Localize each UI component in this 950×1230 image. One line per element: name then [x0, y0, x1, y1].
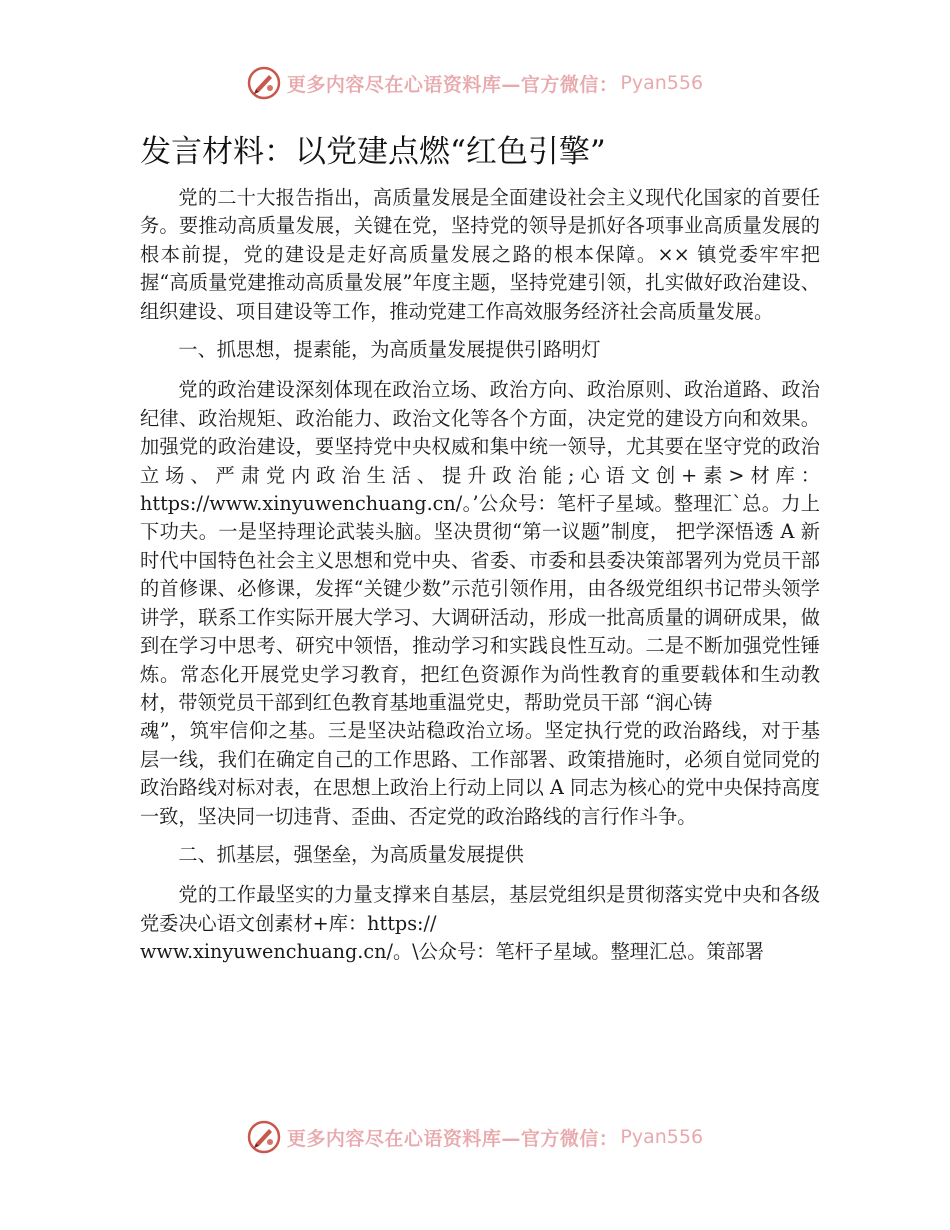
section-heading-2: 二、抓基层，强堡垒，为高质量发展提供 — [178, 842, 524, 866]
paragraph-section-2-cont: www.xinyuwenchuang.cn/。\公众号：笔杆子星域。整理汇总。策部署 — [140, 940, 764, 964]
hand-pen-logo-icon — [247, 66, 281, 100]
document-body — [140, 184, 820, 977]
section-heading-1: 一、抓思想，提素能，为高质量发展提供引路明灯 — [178, 338, 601, 362]
paragraph-intro: 党的二十大报告指出，高质量发展是全面建设社会主义现代化国家的首要任务。要推动高质量发展，关键在党，坚持党的领导是抓好各项事业高质量发展的根本前提，党的建设是走好高质量发展之路的根本保障。×× 镇党委牢牢把握“高质量党建推动高质量发展”年度主题，坚持党建引领，扎实做好政治建设、组织建设、项目建设等工作，推动党建工作高效服务经济社会高质量发展。 — [140, 186, 820, 323]
document-title: 发言材料：以党建点燃“红色引擎” — [140, 134, 606, 170]
header-watermark — [0, 66, 950, 100]
paragraph-section-1: 党的政治建设深刻体现在政治立场、政治方向、政治原则、政治道路、政治纪律、政治规矩、政治能力、政治文化等各个方面，决定党的建设方向和效果。加强党的政治建设，要坚持党中央权威和集中统一领导，尤其要在坚守党的政治立场、严肃党内政治生活、提升政治能;心语文创+素>材库：https://www.xinyuwenchuang.cn/。’公众号：笔杆子星域。整理汇`总。力上下功夫。一是坚持理论武装头脑。坚决贯彻“第一议题”制度， 把学深悟透 A 新时代中国特色社会主义思想和党中央、省委、市委和县委决策部署列为党员干部的首修课、必修课，发挥“关键少数”示范引领作用，由各级党组织书记带头领学讲学，联系工作实际开展大学习、大调研活动，形成一批高质量的调研成果，做到在学习中思考、研究中领悟，推动学习和实践良性互动。二是不断加强党性锤炼。常态化开展党史学习教育，把红色资源作为尚性教育的重要载体和生动教材，带领党员干部到红色教育基地重温党史，帮助党员干部 “润心铸 — [140, 378, 820, 714]
footer-watermark — [0, 1120, 950, 1154]
watermark-wechat-id: Pyan556 — [620, 1126, 704, 1148]
paragraph-section-1-cont: 魂”，筑牢信仰之基。三是坚决站稳政治立场。坚定执行党的政治路线，对于基层一线，我们在确定自己的工作思路、工作部署、政策措施时，必须自觉同党的政治路线对标对表，在思想上政治上行动上同以 A 同志为核心的党中央保持高度一致，坚决同一切违背、歪曲、否定党的政治路线的言行作斗争。 — [140, 719, 820, 828]
watermark-wechat-id: Pyan556 — [620, 72, 704, 94]
hand-pen-logo-icon — [247, 1120, 281, 1154]
watermark-text: 更多内容尽在心语资料库—官方微信： — [286, 73, 619, 96]
watermark-text: 更多内容尽在心语资料库—官方微信： — [286, 1127, 619, 1150]
paragraph-section-2: 党的工作最坚实的力量支撑来自基层，基层党组织是贯彻落实党中央和各级党委决心语文创素材+库：https:// — [140, 883, 820, 935]
